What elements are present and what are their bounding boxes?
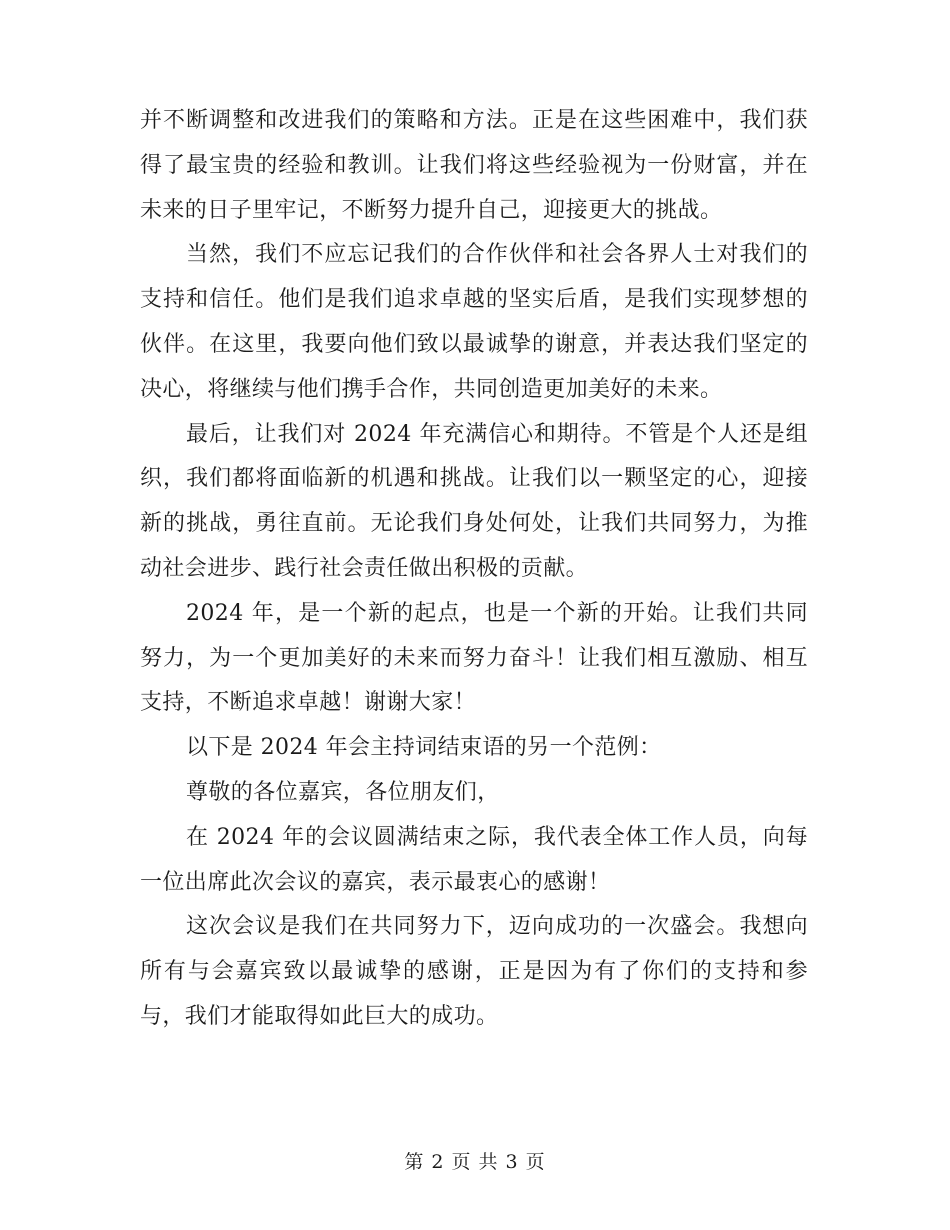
paragraph-1: 并不断调整和改进我们的策略和方法。正是在这些困难中，我们获得了最宝贵的经验和教训。让我们将这些经验视为一份财富，并在未来的日子里牢记，不断努力提升自己，迎接更大的挑战。: [140, 108, 808, 223]
paragraph-7: 在 2024 年的会议圆满结束之际，我代表全体工作人员，向每一位出席此次会议的嘉宾，表示最衷心的感谢！: [140, 824, 808, 895]
paragraph-4: 2024 年，是一个新的起点，也是一个新的开始。让我们共同努力，为一个更加美好的未来而努力奋斗！让我们相互激励、相互支持，不断追求卓越！谢谢大家！: [140, 600, 808, 716]
document-body: [140, 99, 808, 1040]
page-footer: [0, 1147, 950, 1174]
page-number-label: 第 2 页 共 3 页: [404, 1151, 546, 1173]
paragraph-5: 以下是 2024 年会主持词结束语的另一个范例：: [186, 735, 662, 761]
paragraph-3: 最后，让我们对 2024 年充满信心和期待。不管是个人还是组织，我们都将面临新的机遇和挑战。让我们以一颗坚定的心，迎接新的挑战，勇往直前。无论我们身处何处，让我们共同努力，为推动社会进步、践行社会责任做出积极的贡献。: [140, 421, 808, 581]
paragraph-8: 这次会议是我们在共同努力下，迈向成功的一次盛会。我想向所有与会嘉宾致以最诚挚的感谢，正是因为有了你们的支持和参与，我们才能取得如此巨大的成功。: [140, 914, 808, 1029]
paragraph-6: 尊敬的各位嘉宾，各位朋友们，: [186, 779, 500, 805]
paragraph-2: 当然，我们不应忘记我们的合作伙伴和社会各界人士对我们的支持和信任。他们是我们追求卓越的坚实后盾，是我们实现梦想的伙伴。在这里，我要向他们致以最诚挚的谢意，并表达我们坚定的决心，将继续与他们携手合作，共同创造更加美好的未来。: [140, 242, 808, 402]
